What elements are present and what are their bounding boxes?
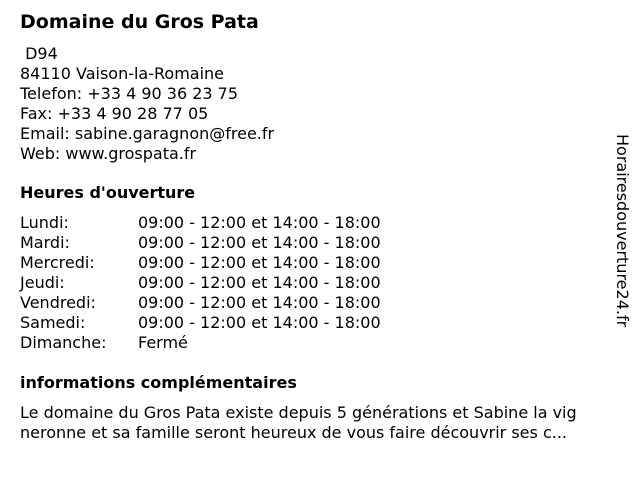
hours-row-sunday xyxy=(20,333,440,353)
hours-row-thursday xyxy=(20,273,440,293)
day-label: Dimanche: xyxy=(20,333,107,352)
info-line-1: Le domaine du Gros Pata existe depuis 5 générations et Sabine la vig xyxy=(20,403,577,422)
day-hours: 09:00 - 12:00 et 14:00 - 18:00 xyxy=(138,213,381,232)
site-watermark: Horairesdouverture24.fr xyxy=(613,134,632,328)
info-description xyxy=(20,403,620,443)
phone-number: Telefon: +33 4 90 36 23 75 xyxy=(20,84,239,103)
fax-number: Fax: +33 4 90 28 77 05 xyxy=(20,104,209,123)
info-line-2: neronne et sa famille seront heureux de vous faire découvrir ses c... xyxy=(20,423,567,442)
day-label: Jeudi: xyxy=(20,273,65,292)
day-label: Mardi: xyxy=(20,233,70,252)
hours-heading: Heures d'ouverture xyxy=(20,183,196,202)
day-hours: 09:00 - 12:00 et 14:00 - 18:00 xyxy=(138,273,381,292)
hours-row-tuesday xyxy=(20,233,440,253)
day-label: Mercredi: xyxy=(20,253,95,272)
hours-row-friday xyxy=(20,293,440,313)
hours-row-monday xyxy=(20,213,440,233)
day-hours: 09:00 - 12:00 et 14:00 - 18:00 xyxy=(138,293,381,312)
day-hours: 09:00 - 12:00 et 14:00 - 18:00 xyxy=(138,313,381,332)
hours-row-saturday xyxy=(20,313,440,333)
day-label: Vendredi: xyxy=(20,293,96,312)
info-heading: informations complémentaires xyxy=(20,373,297,392)
address-city: 84110 Vaison-la-Romaine xyxy=(20,64,225,83)
address-street: D94 xyxy=(20,44,58,63)
business-name: Domaine du Gros Pata xyxy=(20,11,259,33)
hours-table xyxy=(20,213,440,353)
day-label: Lundi: xyxy=(20,213,69,232)
hours-row-wednesday xyxy=(20,253,440,273)
day-hours: Fermé xyxy=(138,333,188,352)
email-address: Email: sabine.garagnon@free.fr xyxy=(20,124,275,143)
day-hours: 09:00 - 12:00 et 14:00 - 18:00 xyxy=(138,253,381,272)
contact-block xyxy=(20,44,274,164)
day-label: Samedi: xyxy=(20,313,86,332)
day-hours: 09:00 - 12:00 et 14:00 - 18:00 xyxy=(138,233,381,252)
website: Web: www.grospata.fr xyxy=(20,144,197,163)
